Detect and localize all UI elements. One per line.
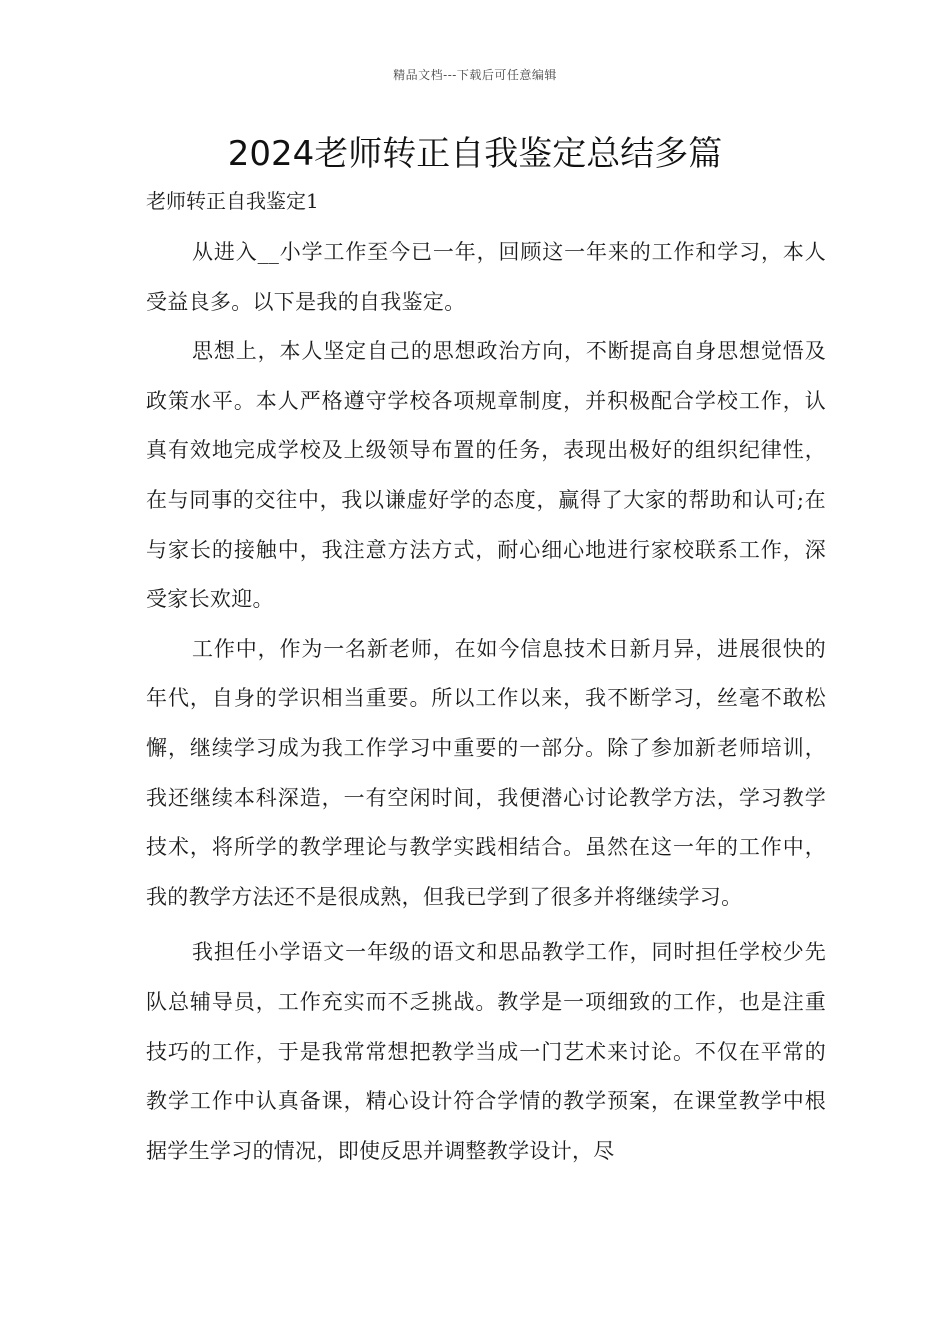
paragraph-thought: 思想上，本人坚定自己的思想政治方向，不断提高自身思想觉悟及政策水平。本人严格遵守学校各项规章制度，并积极配合学校工作，认真有效地完成学校及上级领导布置的任务，表现出极好的组织纪律性，在与同事的交往中，我以谦虚好学的态度，赢得了大家的帮助和认可;在与家长的接触中，我注意方法方式，耐心细心地进行家校联系工作，深受家长欢迎。 (146, 339, 826, 612)
header-note: 精品文档---下载后可任意编辑 (393, 68, 557, 82)
section-heading: 老师转正自我鉴定1 (146, 189, 319, 213)
document-title: 2024老师转正自我鉴定总结多篇 (227, 134, 723, 174)
paragraph-work: 工作中，作为一名新老师，在如今信息技术日新月异，进展很快的年代，自身的学识相当重要。所以工作以来，我不断学习，丝毫不敢松懈，继续学习成为我工作学习中重要的一部分。除了参加新老师培训，我还继续本科深造，一有空闲时间，我便潜心讨论教学方法，学习教学技术，将所学的教学理论与教学实践相结合。虽然在这一年的工作中，我的教学方法还不是很成熟，但我已学到了很多并将继续学习。 (146, 636, 826, 909)
paragraph-teaching: 我担任小学语文一年级的语文和思品教学工作，同时担任学校少先队总辅导员，工作充实而不乏挑战。教学是一项细致的工作，也是注重技巧的工作，于是我常常想把教学当成一门艺术来讨论。不仅在平常的教学工作中认真备课，精心设计符合学情的教学预案，在课堂教学中根据学生学习的情况，即使反思并调整教学设计，尽 (146, 940, 826, 1163)
body-text (146, 228, 826, 1176)
paragraph-intro: 从进入__小学工作至今已一年，回顾这一年来的工作和学习，本人受益良多。以下是我的自我鉴定。 (146, 240, 826, 314)
